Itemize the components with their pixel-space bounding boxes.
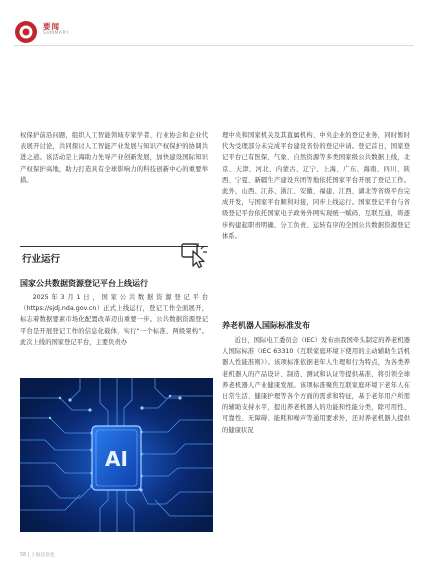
section-sublabel: SUMMARY [43, 31, 70, 36]
article-title-elderly-robot: 养老机器人国际标准发布 [222, 321, 310, 330]
pointer-click-icon [180, 241, 208, 269]
ai-chip-illustration [20, 378, 213, 532]
header-divider [14, 45, 414, 46]
summary-logo-icon [14, 20, 38, 44]
page-header [14, 20, 414, 46]
section-label: 要闻 [43, 22, 60, 31]
page-footer: 58 | 上海信息化 [20, 553, 55, 558]
chip-label: AI [105, 447, 128, 471]
article-title-data-platform: 国家公共数据资源登记平台上线运行 [20, 279, 148, 288]
section-heading [20, 246, 208, 271]
section-heading-title: 行业运行 [22, 254, 61, 265]
article-body-data-platform [20, 292, 208, 348]
intro-paragraph-block [20, 130, 208, 186]
article-paragraph: 近日，国际电工委员会（IEC）发布由我国牵头制定的养老机器人国际标准（IEC 63310《互联家庭环境下使用的主动辅助生活机器人性能准则》）。该项标准依据老年人生理和行为特点，为各类养老机器人的产品设计、制造、测试和认证等提供基准，将引领全球养老机器人产业健康发展。该项标准聚焦互联家庭环境下老年人在日常生活、健康护理等各个方面的需求和特征，基于老年用户所需的辅助支持水平，提出养老机器人的功能和性能分类，除可用性、可靠性、无障碍、能耗和噪声等通用要求外，还对养老机器人提供的健康状况 [222, 337, 410, 434]
circuit-board-icon [20, 378, 213, 532]
article-paragraph: 2025年3月1日，国家公共数据资源登记平台（https://sjdj.nda.gov.cn）正式上线运行，登记工作全面展开，标志着数据要素市场化配置改革迈出重要一步。公共数据资源登记平台是开展登记工作的信息化载体，实行“一个标准、两级架构”。此次上线的国家登记平台，主要负责办 [20, 294, 208, 346]
intro-paragraph: 权保护前沿问题，组织人工智能领域专家学者、行业协会和企业代表展开讨论，共同探讨人工智能产业发展与知识产权保护的协调共进之道。该活动是上海助力先导产业创新发展，加快建设国际知识产权保护高地，助力打造具有全球影响力的科技创新中心的重要举措。 [20, 132, 208, 184]
article-paragraph: 理中央和国家机关及其直属机构、中央企业的登记业务，同时暂时代为受理部分未完成平台建设省份的登记申请。登记首日，国家登记平台已有医保、气象、自然资源等多类国家级公共数据上线，北京、天津、河北、内蒙古、辽宁、上海、广东、海南、四川、陕西、宁夏、新疆生产建设兵团等地依托国家平台开展了登记工作。此外，山西、江苏、浙江、安徽、福建、江西、湖北等省级平台完成开发，与国家平台顺利对接，同步上线运行。国家登记平台与省级登记平台依托国家电子政务外网实现统一赋码、互联互通，将逐步构建起职责明确、分工负责、运转有序的全国公共数据资源登记体系。 [222, 132, 410, 240]
article-body-data-platform-continued [222, 130, 410, 242]
article-body-elderly-robot [222, 335, 410, 436]
